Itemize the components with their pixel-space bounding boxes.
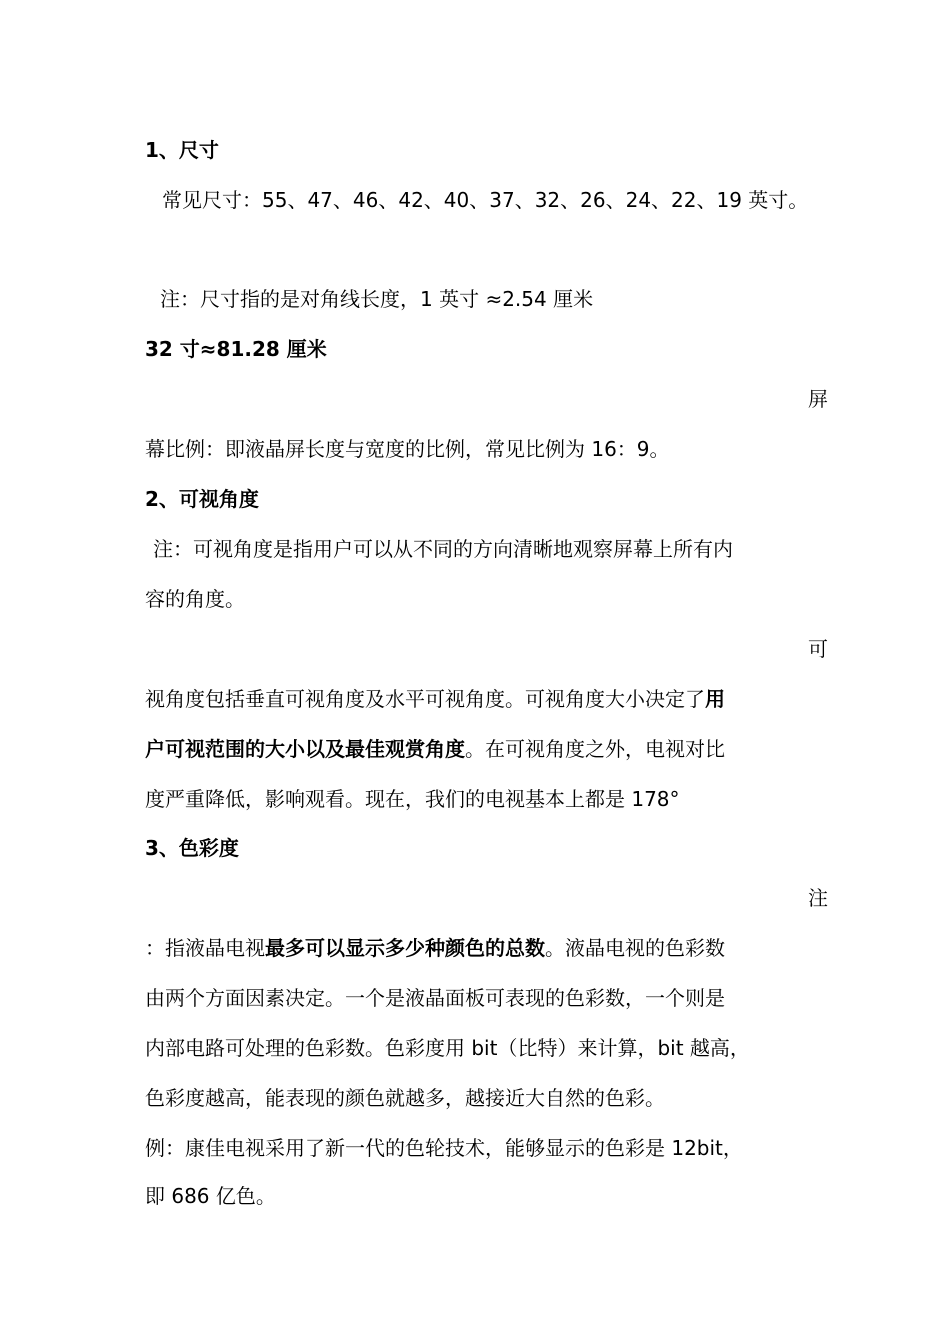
size-conversion-text: 32 寸≈81.28 厘米 <box>145 337 327 361</box>
color-depth-wrap-char: 注 <box>808 886 828 910</box>
viewing-angle-para-line1-normal: 视角度包括垂直可视角度及水平可视角度。可视角度大小决定了 <box>145 687 705 711</box>
size-note-text: 注：尺寸指的是对角线长度，1 英寸 ≈2.54 厘米 <box>160 287 594 311</box>
color-depth-example-line2: 即 686 亿色。 <box>145 1184 276 1208</box>
section1-heading: 1、尺寸 <box>145 138 219 162</box>
color-depth-example-line1: 例：康佳电视采用了新一代的色轮技术，能够显示的色彩是 12bit， <box>145 1136 743 1160</box>
viewing-angle-para-line2 <box>145 736 835 762</box>
color-depth-line1-b: 。液晶电视的色彩数 <box>545 936 725 960</box>
viewing-angle-note-line2: 容的角度。 <box>145 587 245 611</box>
color-depth-line4: 色彩度越高，能表现的颜色就越多，越接近大自然的色彩。 <box>145 1086 665 1110</box>
color-depth-line1-bold: 最多可以显示多少种颜色的总数 <box>265 936 545 960</box>
color-depth-line1-a: ：指液晶电视 <box>145 936 265 960</box>
viewing-angle-para-line1-bold: 用 <box>705 687 725 711</box>
color-depth-line2: 由两个方面因素决定。一个是液晶面板可表现的色彩数，一个则是 <box>145 986 725 1010</box>
viewing-angle-para-line1 <box>145 686 835 712</box>
section2-heading: 2、可视角度 <box>145 487 259 511</box>
color-depth-line1 <box>145 935 835 961</box>
viewing-angle-para-line3: 度严重降低，影响观看。现在，我们的电视基本上都是 178° <box>145 787 680 811</box>
color-depth-line3: 内部电路可处理的色彩数。色彩度用 bit（比特）来计算，bit 越高， <box>145 1036 750 1060</box>
viewing-angle-para-line2-normal: 。在可视角度之外，电视对比 <box>465 737 725 761</box>
viewing-angle-note-line1: 注：可视角度是指用户可以从不同的方向清晰地观察屏幕上所有内 <box>153 537 733 561</box>
aspect-ratio-wrap-char: 屏 <box>808 387 828 411</box>
aspect-ratio-text: 幕比例：即液晶屏长度与宽度的比例，常见比例为 16：9。 <box>145 437 670 461</box>
viewing-angle-para-line2-bold: 户可视范围的大小以及最佳观赏角度 <box>145 737 465 761</box>
section3-heading: 3、色彩度 <box>145 836 239 860</box>
viewing-angle-wrap-char: 可 <box>808 637 828 661</box>
common-sizes-text: 常见尺寸：55、47、46、42、40、37、32、26、24、22、19 英寸。 <box>162 188 809 212</box>
